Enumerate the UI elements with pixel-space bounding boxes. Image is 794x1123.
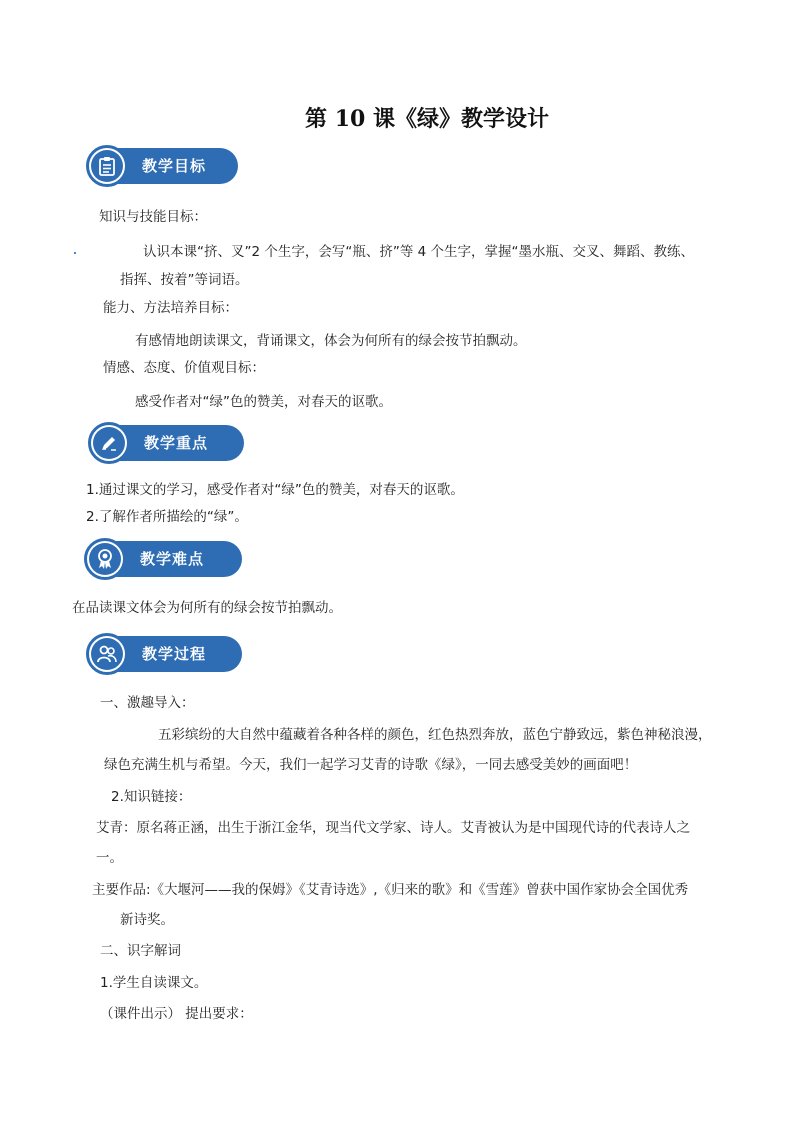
section-label-goals: 教学目标 [142,157,207,175]
difficulty-text: 在品读课文体会为何所有的绿会按节拍飘动。 [72,600,342,616]
page-title: 第 10 课《绿》教学设计 [305,106,549,132]
knowledge-heading: 知识与技能目标： [99,209,207,225]
knowledge-text-line1: 认识本课“挤、叉”2 个生字，会写“瓶、挤”等 4 个生字，掌握“墨水瓶、交叉、舞蹈、教练、 [143,244,695,260]
section-badge-focus [88,422,244,464]
works-line1: 主要作品:《大堰河——我的保姆》《艾青诗选》,《归来的歌》和《雪莲》曾获中国作家协会全国优秀 [92,882,689,898]
intro-line1: 五彩缤纷的大自然中蕴藏着各种各样的颜色，红色热烈奔放，蓝色宁静致远，紫色神秘浪漫， [158,727,712,743]
pencil-icon [99,433,119,453]
knowledge-text-line2: 指挥、按着”等词语。 [120,272,249,288]
people-icon [96,644,118,664]
section-badge-goals [86,145,238,187]
ability-text: 有感情地朗读课文，背诵课文，体会为何所有的绿会按节拍飘动。 [135,333,527,349]
section-label-focus: 教学重点 [144,434,209,452]
step1: 1.学生自读课文。 [100,975,208,991]
works-line2: 新诗奖。 [120,912,174,928]
author-line1: 艾青：原名蒋正涵，出生于浙江金华，现当代文学家、诗人。艾青被认为是中国现代诗的代表诗人之 [96,820,690,836]
section-label-difficulty: 教学难点 [140,550,205,568]
ability-heading: 能力、方法培养目标： [103,300,238,316]
step1-note: （课件出示） 提出要求： [100,1006,253,1022]
focus-item-1: 1.通过课文的学习，感受作者对“绿”色的赞美，对春天的讴歌。 [86,482,464,498]
section-badge-difficulty [84,538,242,580]
part1-heading: 一、激趣导入： [100,695,195,711]
award-icon [95,548,115,570]
bullet-dot [74,252,76,254]
focus-item-2: 2.了解作者所描绘的“绿”。 [86,509,248,525]
section-badge-process [86,633,242,675]
intro-line2: 绿色充满生机与希望。今天，我们一起学习艾青的诗歌《绿》，一同去感受美妙的画面吧！ [104,757,638,773]
part2-heading: 二、识字解词 [100,943,181,959]
emotion-text: 感受作者对“绿”色的赞美，对春天的讴歌。 [135,394,392,410]
clipboard-icon [98,156,116,176]
link-heading: 2.知识链接： [111,789,192,805]
emotion-heading: 情感、态度、价值观目标： [103,360,265,376]
author-line2: 一。 [96,850,123,866]
section-label-process: 教学过程 [142,645,207,663]
